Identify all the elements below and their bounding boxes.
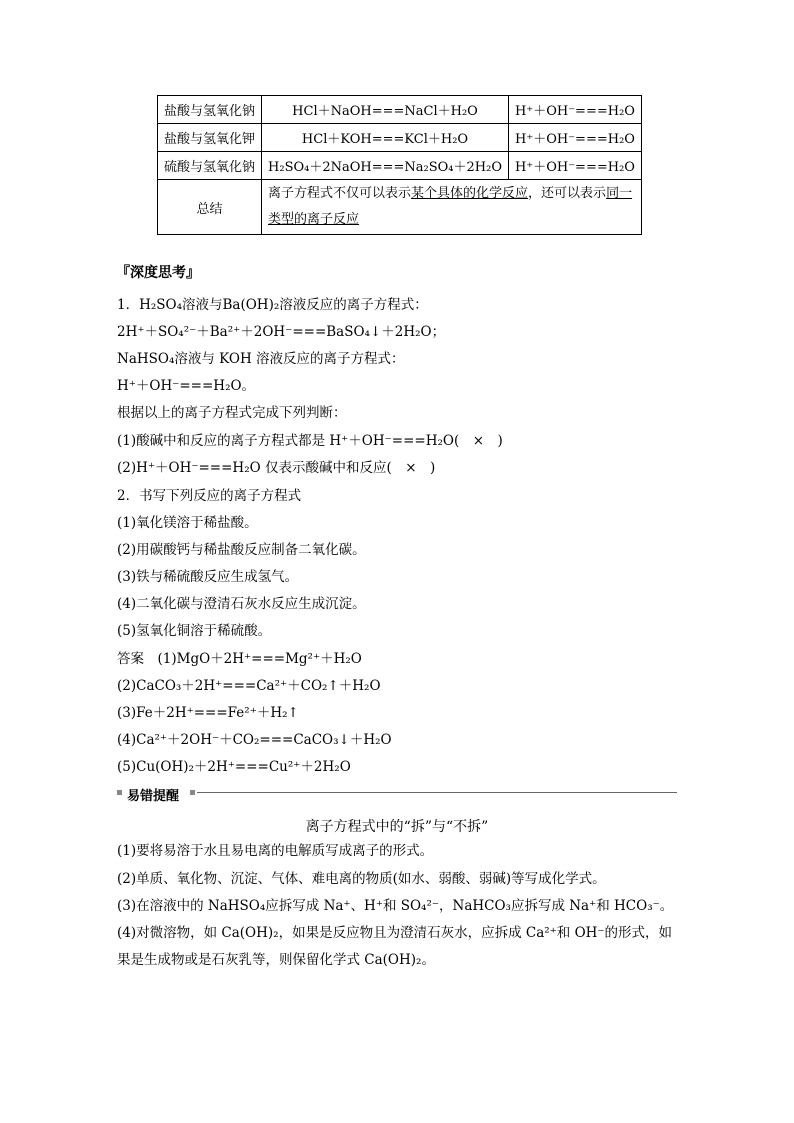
tip-line: (4)对微溶物，如 Ca(OH)₂，如果是反应物且为澄清石灰水，应拆成 Ca²⁺和 OH⁻的形式，如果是生成物或是石灰乳等，则保留化学式 Ca(OH)₂。 bbox=[117, 925, 673, 968]
summary-label: 总结 bbox=[158, 180, 262, 235]
chemical-equation: HCl＋KOH===KCl＋H₂O bbox=[262, 124, 509, 152]
answer-line: (4)Ca²⁺＋2OH⁻＋CO₂===CaCO₃↓＋H₂O bbox=[117, 732, 392, 748]
text-line: (1)氧化镁溶于稀盐酸。 bbox=[117, 515, 258, 531]
summary-text bbox=[262, 180, 642, 235]
square-bullet-icon bbox=[117, 790, 122, 795]
ionic-equation: H⁺＋OH⁻===H₂O bbox=[509, 96, 642, 124]
answer-line: 答案 (1)MgO＋2H⁺===Mg²⁺＋H₂O bbox=[117, 651, 362, 667]
ionic-equation: H⁺＋OH⁻===H₂O bbox=[509, 124, 642, 152]
text-line: 根据以上的离子方程式完成下列判断： bbox=[117, 405, 347, 421]
text-line: (4)二氧化碳与澄清石灰水反应生成沉淀。 bbox=[117, 596, 366, 612]
table-row bbox=[158, 152, 642, 180]
text-line: NaHSO₄溶液与 KOH 溶液反应的离子方程式： bbox=[117, 351, 405, 367]
text-line: (1)酸碱中和反应的离子方程式都是 H⁺＋OH⁻===H₂O( × ) bbox=[117, 433, 503, 449]
chemical-equation: H₂SO₄＋2NaOH===Na₂SO₄＋2H₂O bbox=[262, 152, 509, 180]
square-bullet-icon bbox=[190, 790, 195, 795]
text-line: H⁺＋OH⁻===H₂O。 bbox=[117, 378, 256, 394]
summary-part: ，还可以表示 bbox=[528, 186, 607, 201]
table-row bbox=[158, 96, 642, 124]
text-line: 2．书写下列反应的离子方程式 bbox=[117, 488, 302, 504]
summary-row bbox=[158, 180, 642, 235]
answer-line: (2)CaCO₃＋2H⁺===Ca²⁺＋CO₂↑＋H₂O bbox=[117, 678, 381, 694]
text-line: (2)H⁺＋OH⁻===H₂O 仅表示酸碱中和反应( × ) bbox=[117, 460, 436, 476]
reaction-name: 盐酸与氢氧化钾 bbox=[158, 124, 262, 152]
summary-underline: 某个具体的化学反应 bbox=[411, 186, 529, 201]
reaction-name: 盐酸与氢氧化钠 bbox=[158, 96, 262, 124]
tip-line: (2)单质、氧化物、沉淀、气体、难电离的物质(如水、弱酸、弱碱)等写成化学式。 bbox=[117, 871, 606, 887]
tip-title: 离子方程式中的“拆”与“不拆” bbox=[305, 819, 489, 835]
table-row bbox=[158, 124, 642, 152]
summary-underline: 同一类型的离子反应 bbox=[268, 186, 633, 227]
reaction-table bbox=[157, 95, 642, 235]
text-line: (5)氢氧化铜溶于稀硫酸。 bbox=[117, 623, 272, 639]
text-line: 2H⁺＋SO₄²⁻＋Ba²⁺＋2OH⁻===BaSO₄↓＋2H₂O； bbox=[117, 324, 446, 340]
text-line: (3)铁与稀硫酸反应生成氢气。 bbox=[117, 569, 299, 585]
answer-line: (5)Cu(OH)₂＋2H⁺===Cu²⁺＋2H₂O bbox=[117, 759, 351, 775]
tip-line: (3)在溶液中的 NaHSO₄应拆写成 Na⁺、H⁺和 SO₄²⁻，NaHCO₃应拆写成 Na⁺和 HCO₃⁻。 bbox=[117, 898, 674, 914]
section-heading: 『深度思考』 bbox=[116, 265, 200, 281]
divider bbox=[197, 792, 677, 793]
answer-line: (3)Fe＋2H⁺===Fe²⁺＋H₂↑ bbox=[117, 705, 299, 721]
ionic-equation: H⁺＋OH⁻===H₂O bbox=[509, 152, 642, 180]
tip-line: (1)要将易溶于水且易电离的电解质写成离子的形式。 bbox=[117, 843, 434, 859]
summary-part: 离子方程式不仅可以表示 bbox=[268, 186, 412, 201]
text-line: (2)用碳酸钙与稀盐酸反应制备二氧化碳。 bbox=[117, 542, 366, 558]
text-line: 1．H₂SO₄溶液与Ba(OH)₂溶液反应的离子方程式： bbox=[117, 297, 428, 313]
tip-label: 易错提醒 bbox=[127, 789, 180, 804]
chemical-equation: HCl＋NaOH===NaCl＋H₂O bbox=[262, 96, 509, 124]
reaction-name: 硫酸与氢氧化钠 bbox=[158, 152, 262, 180]
tip-banner bbox=[117, 785, 677, 804]
